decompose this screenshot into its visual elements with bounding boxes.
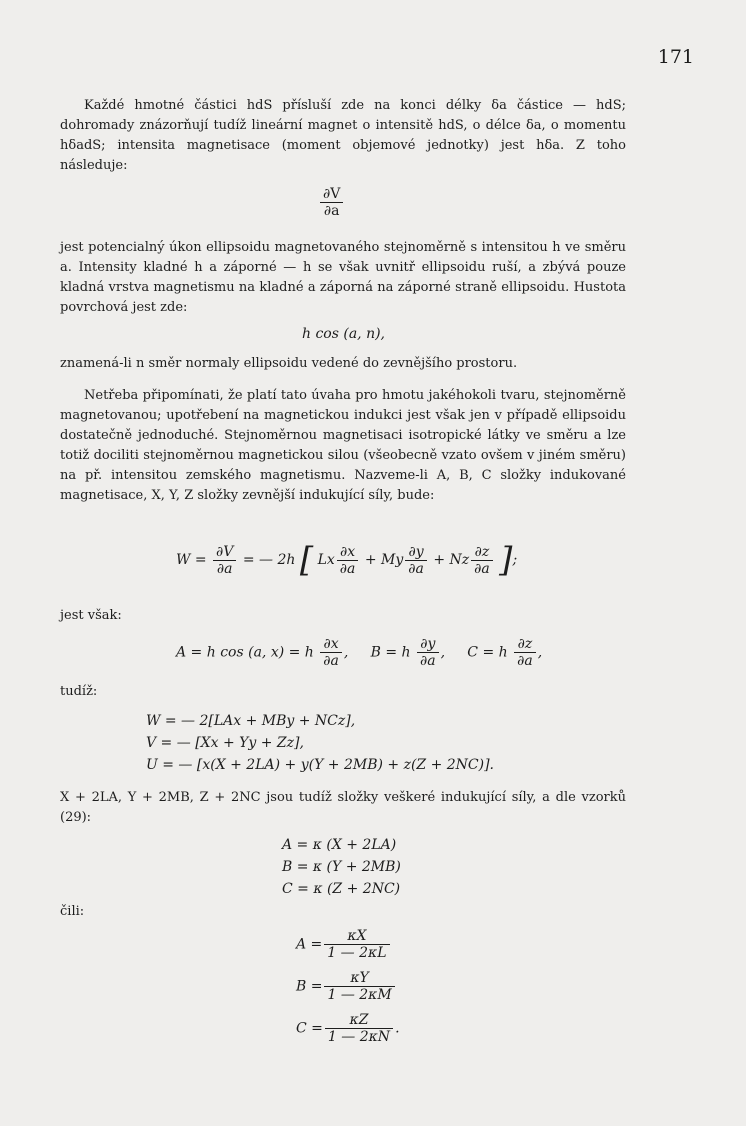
label-tudiz: tudíž: xyxy=(60,684,98,699)
paragraph-4: Netřeba připomínati, že platí tato úvaha pro hmotu jakéhokoli tvaru, stejnoměrně magnetovanou; upotřebení na magnetickou indukci jest však jen v případě ellipsoidu dostatečně jednoduché. Stejnoměrnou magnetisaci isotropické látky ve směru a lze totiž dociliti stejnoměrnou magnetickou silou (všeobecně vzato ovšem v jiném směru) na př. intensitou zemského magnetismu. Nazveme-li A, B, C složky indukované magnetisace, X, Y, Z složky zevnější indukující síly, bude: xyxy=(60,388,626,503)
equation-abc: A = h cos (a, x) = h $\frac{\partial x}{\partial a}$ , B = h $\frac{\partial y}{\partial a}$ , C = h $\frac{\partial z}{\partial a}$ , xyxy=(176,636,543,669)
paragraph-3: znamená-li n směr normaly ellipsoidu vedené do zevnějšího prostoru. xyxy=(60,356,518,371)
label-jest-vsak: jest však: xyxy=(60,608,122,623)
equation-w: W = $\frac{\partial V}{\partial a}$ = — 2h [ Lx $\frac{\partial x}{\partial a}$ + My $\frac{\partial y}{\partial a}$ + Nz $\frac{\partial z}{\partial a}$ ]; xyxy=(176,540,518,580)
equation-dv-da: $\frac{\partial V}{\partial a}$ xyxy=(318,186,345,219)
paragraph-1: Každé hmotné částici hdS přísluší zde na konci délky δa částice — hdS; dohromady znázorňují tudíž lineární magnet o intensitě hdS, o délce δa, o momentu hδadS; intensita magnetisace (moment objemové jednotky) jest hδa. Z toho následuje: xyxy=(60,98,626,173)
equation-kappa: A = κ (X + 2LA) B = κ (Y + 2MB) C = κ (Z + 2NC) xyxy=(282,837,401,897)
paragraph-2: jest potencialný úkon ellipsoidu magnetovaného stejnoměrně s intensitou h ve směru a. Intensity kladné h a záporné — h se však uvnitř ellipsoidu ruší, a zbývá pouze kladná vrstva magnetismu na kladné a záporná na záporné straně ellipsoidu. Hustota povrchová jest zde: xyxy=(60,240,626,315)
equation-solved: A = $\frac{\kappa X}{1 — 2\kappa L}$ B = $\frac{\kappa Y}{1 — 2\kappa M}$ C = $\frac{\kappa Z}{1 — 2\kappa N}$ . xyxy=(296,928,400,1045)
label-cili: čili: xyxy=(60,904,85,919)
equation-surface-density: h cos (a, n), xyxy=(302,326,386,342)
equation-wvu: W = — 2[LAx + MBy + NCz], V = — [Xx + Yy + Zz], U = — [x(X + 2LA) + y(Y + 2MB) + z(Z + 2NC)]. xyxy=(146,713,495,773)
paragraph-5: X + 2LA, Y + 2MB, Z + 2NC jsou tudíž složky veškeré indukující síly, a dle vzorků (29): xyxy=(60,790,626,825)
page-number: 171 xyxy=(657,46,694,68)
